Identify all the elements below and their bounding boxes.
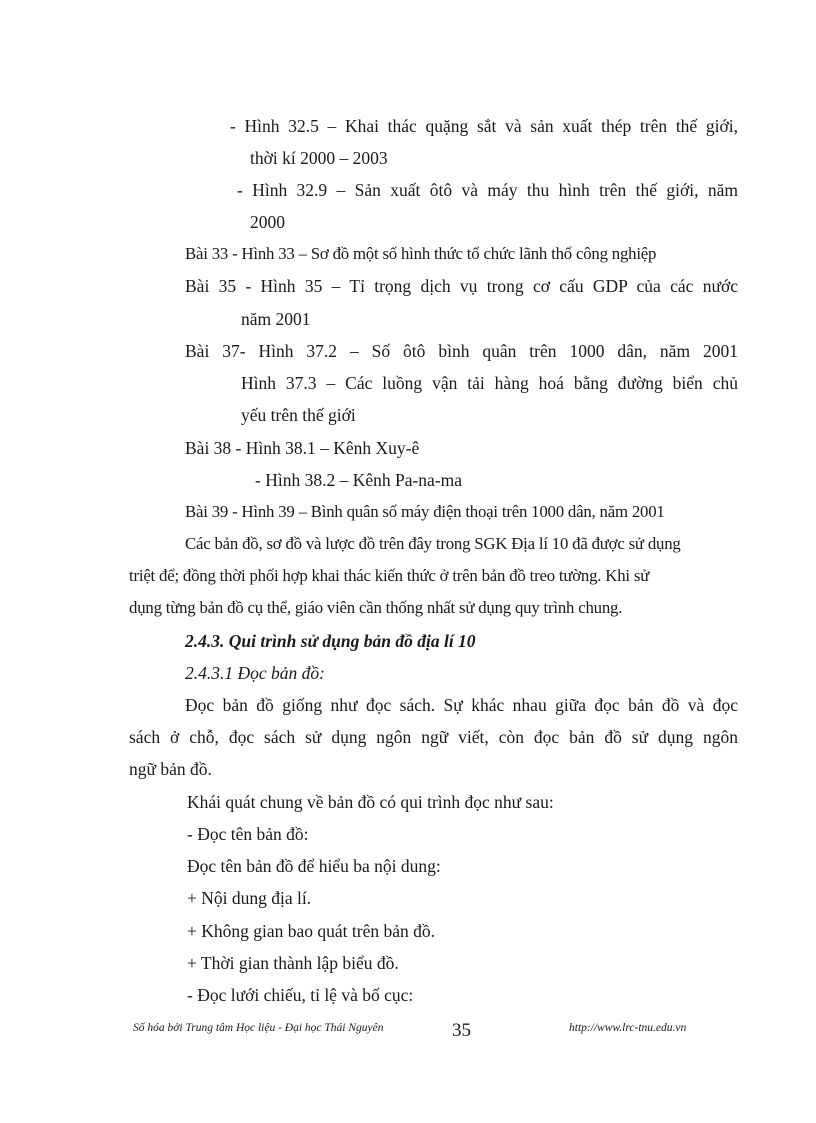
text-line: Đọc bản đồ giống như đọc sách. Sự khác nhau giữa đọc bản đồ và đọc	[185, 695, 738, 715]
text-line: Bài 37- Hình 37.2 – Số ôtô bình quân trên 1000 dân, năm 2001	[185, 341, 738, 361]
text-line: yếu trên thế giới	[241, 405, 356, 425]
text-line: - Đọc lưới chiếu, tỉ lệ và bố cục:	[187, 985, 414, 1005]
page-number: 35	[452, 1020, 471, 1041]
text-line: Khái quát chung về bản đồ có qui trình đọc như sau:	[187, 792, 554, 812]
text-line: triệt để; đồng thời phối hợp khai thác kiến thức ở trên bản đồ treo tường. Khi sử	[129, 566, 650, 585]
text-line: sách ở chỗ, đọc sách sử dụng ngôn ngữ viết, còn đọc bản đồ sử dụng ngôn	[129, 727, 738, 747]
text-line: dụng từng bản đồ cụ thể, giáo viên cần thống nhất sử dụng quy trình chung.	[129, 598, 623, 617]
text-line: ngữ bản đồ.	[129, 759, 212, 779]
text-line: Bài 38 - Hình 38.1 – Kênh Xuy-ê	[185, 438, 420, 458]
text-line: năm 2001	[241, 309, 311, 329]
text-line: Bài 35 - Hình 35 – Tỉ trọng dịch vụ trong cơ cấu GDP của các nước	[185, 276, 738, 296]
text-line: Bài 33 - Hình 33 – Sơ đồ một số hình thức tổ chức lãnh thổ công nghiệp	[185, 244, 657, 263]
text-line: - Hình 32.5 – Khai thác quặng sắt và sản xuất thép trên thế giới,	[230, 116, 738, 136]
text-line: - Đọc tên bản đồ:	[187, 824, 309, 844]
text-line: + Thời gian thành lập biểu đồ.	[187, 953, 399, 973]
text-line: Hình 37.3 – Các luồng vận tải hàng hoá bằng đường biển chủ	[241, 373, 738, 393]
footer-url: http://www.lrc-tnu.edu.vn	[569, 1022, 687, 1034]
footer-source: Số hóa bởi Trung tâm Học liệu - Đại học Thái Nguyên	[133, 1022, 384, 1034]
section-heading: 2.4.3. Qui trình sử dụng bản đồ địa lí 10	[185, 631, 476, 651]
text-line: Đọc tên bản đồ để hiểu ba nội dung:	[187, 856, 441, 876]
text-line: 2000	[250, 212, 285, 232]
text-line: - Hình 32.9 – Sản xuất ôtô và máy thu hình trên thế giới, năm	[237, 180, 738, 200]
text-line: thời kí 2000 – 2003	[250, 148, 388, 168]
text-line: + Nội dung địa lí.	[187, 888, 312, 908]
text-line: + Không gian bao quát trên bản đồ.	[187, 921, 436, 941]
subsection-heading: 2.4.3.1 Đọc bản đồ:	[185, 663, 325, 683]
text-line: - Hình 38.2 – Kênh Pa-na-ma	[255, 470, 463, 490]
text-line: Bài 39 - Hình 39 – Bình quân số máy điện thoại trên 1000 dân, năm 2001	[185, 502, 665, 521]
text-line: Các bản đồ, sơ đồ và lược đồ trên đây trong SGK Địa lí 10 đã được sử dụng	[185, 534, 681, 553]
